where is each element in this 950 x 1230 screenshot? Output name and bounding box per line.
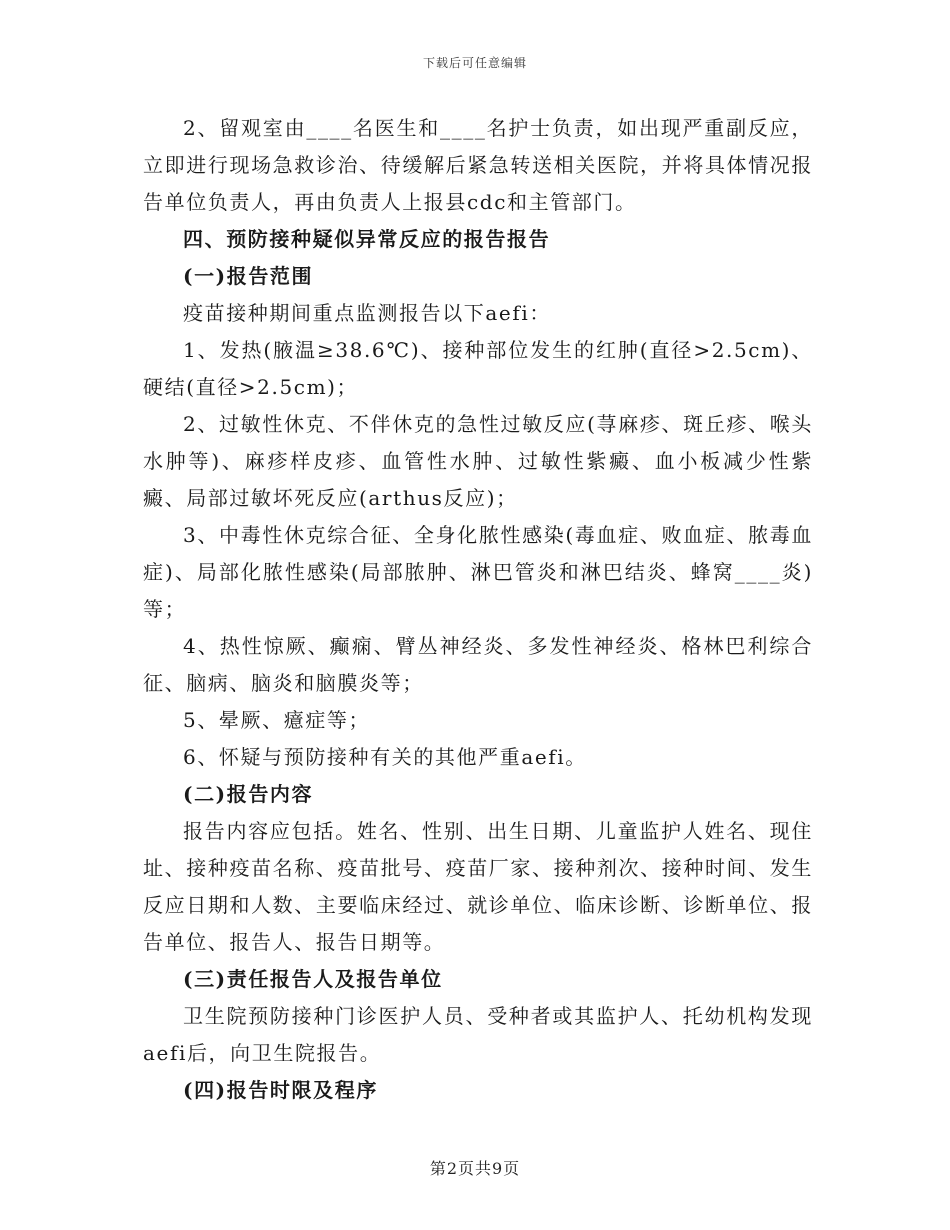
list-item-4: 4、热性惊厥、癫痫、臂丛神经炎、多发性神经炎、格林巴利综合征、脑病、脑炎和脑膜炎等； (143, 634, 813, 695)
header-note: 下载后可任意编辑 (422, 56, 527, 70)
list-item-3: 3、中毒性休克综合征、全身化脓性感染(毒血症、败血症、脓毒血症)、局部化脓性感染(局部脓肿、淋巴管炎和淋巴结炎、蜂窝____炎)等； (143, 523, 813, 621)
subheading-responsible-reporter: (三)责任报告人及报告单位 (183, 967, 443, 991)
list-item-5: 5、晕厥、癔症等； (183, 708, 371, 732)
page-number: 第2页共9页 (429, 1159, 521, 1178)
section-heading-4: 四、预防接种疑似异常反应的报告报告 (183, 227, 551, 251)
subheading-time-limit: (四)报告时限及程序 (183, 1078, 378, 1102)
subheading-report-content: (二)报告内容 (183, 782, 314, 806)
paragraph-report-content: 报告内容应包括。姓名、性别、出生日期、儿童监护人姓名、现住址、接种疫苗名称、疫苗批号、疫苗厂家、接种剂次、接种时间、发生反应日期和人数、主要临床经过、就诊单位、临床诊断、诊断单位、报告单位、报告人、报告日期等。 (143, 819, 813, 954)
list-item-2: 2、过敏性休克、不伴休克的急性过敏反应(荨麻疹、斑丘疹、喉头水肿等)、麻疹样皮疹、血管性水肿、过敏性紫癜、血小板减少性紫癜、局部过敏坏死反应(arthus反应)； (143, 412, 813, 510)
list-item-1: 1、发热(腋温≥38.6℃)、接种部位发生的红肿(直径>2.5cm)、硬结(直径>2.5cm)； (143, 338, 813, 399)
subheading-report-scope: (一)报告范围 (183, 264, 314, 288)
paragraph-monitoring-intro: 疫苗接种期间重点监测报告以下aefi： (183, 301, 551, 325)
paragraph-responsible-reporter: 卫生院预防接种门诊医护人员、受种者或其监护人、托幼机构发现aefi后，向卫生院报告。 (143, 1004, 813, 1065)
paragraph-observation-room: 2、留观室由____名医生和____名护士负责，如出现严重副反应，立即进行现场急救诊治、待缓解后紧急转送相关医院，并将具体情况报告单位负责人，再由负责人上报县cdc和主管部门。 (143, 116, 813, 214)
list-item-6: 6、怀疑与预防接种有关的其他严重aefi。 (183, 745, 587, 769)
document-body (143, 110, 813, 1109)
